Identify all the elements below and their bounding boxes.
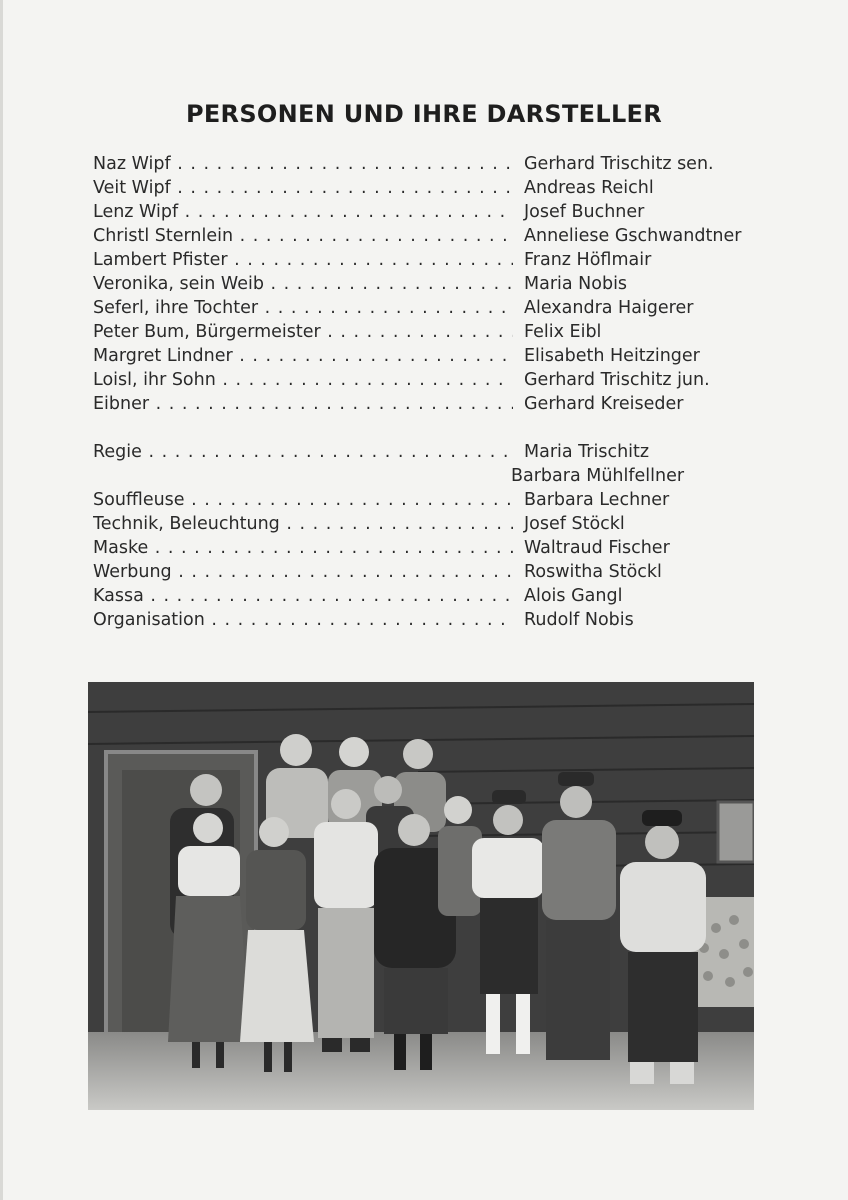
actor-name: Andreas Reichl	[524, 178, 654, 198]
actor-name: Gerhard Trischitz jun.	[524, 370, 710, 390]
role-name: Peter Bum, Bürgermeister . . .	[93, 320, 513, 344]
role-name: Kassa . . .	[93, 584, 513, 608]
role-name: Souffleuse . . .	[93, 488, 513, 512]
actor-name: Alois Gangl	[524, 586, 623, 606]
cast-row	[93, 176, 793, 200]
crew-row	[93, 488, 793, 512]
cast-row	[93, 296, 793, 320]
actor-name: Josef Stöckl	[524, 514, 625, 534]
role-name: Margret Lindner . . .	[93, 344, 513, 368]
actor-name: Franz Höflmair	[524, 250, 652, 270]
crew-row	[93, 536, 793, 560]
crew-row	[93, 584, 793, 608]
page-title: PERSONEN UND IHRE DARSTELLER	[185, 100, 663, 128]
role-name: Lambert Pfister . . .	[93, 248, 513, 272]
role-name: Eibner . . .	[93, 392, 513, 416]
actor-name: Waltraud Fischer	[524, 538, 670, 558]
role-name: Technik, Beleuchtung . . .	[93, 512, 513, 536]
cast-row	[93, 248, 793, 272]
crew-row	[93, 440, 793, 464]
crew-row	[93, 560, 793, 584]
role-name: Regie . . .	[93, 440, 513, 464]
cast-row	[93, 320, 793, 344]
crew-row	[93, 512, 793, 536]
actor-name: Maria Nobis	[524, 274, 628, 294]
role-name: Lenz Wipf . . .	[93, 200, 513, 224]
crew-row-continuation	[93, 464, 793, 488]
actor-name: Barbara Mühlfellner	[511, 466, 685, 486]
cast-row	[93, 200, 793, 224]
role-name: Christl Sternlein . . .	[93, 224, 513, 248]
cast-list	[93, 152, 793, 632]
group-photo-illustration	[88, 682, 754, 1110]
role-name: Veronika, sein Weib . . .	[93, 272, 513, 296]
cast-row	[93, 344, 793, 368]
cast-row	[93, 368, 793, 392]
section-gap	[93, 416, 793, 440]
role-name: Organisation . . .	[93, 608, 513, 632]
actor-name: Anneliese Gschwandtner	[524, 226, 742, 246]
actor-name: Felix Eibl	[524, 322, 602, 342]
actor-name: Josef Buchner	[524, 202, 645, 222]
cast-row	[93, 392, 793, 416]
role-name: Loisl, ihr Sohn . . .	[93, 368, 513, 392]
role-name: Werbung . . .	[93, 560, 513, 584]
role-name: Maske . . .	[93, 536, 513, 560]
actor-name: Maria Trischitz	[524, 442, 650, 462]
actor-name: Roswitha Stöckl	[524, 562, 662, 582]
actor-name: Elisabeth Heitzinger	[524, 346, 700, 366]
cast-row	[93, 152, 793, 176]
cast-row	[93, 224, 793, 248]
actor-name: Alexandra Haigerer	[524, 298, 694, 318]
role-name: Veit Wipf . . .	[93, 176, 513, 200]
role-name: Naz Wipf . . .	[93, 152, 513, 176]
actor-name: Rudolf Nobis	[524, 610, 634, 630]
actor-name: Gerhard Kreiseder	[524, 394, 684, 414]
actor-name: Barbara Lechner	[524, 490, 670, 510]
crew-row	[93, 608, 793, 632]
cast-row	[93, 272, 793, 296]
actor-name: Gerhard Trischitz sen.	[524, 154, 714, 174]
group-photo	[88, 682, 754, 1110]
role-name: Seferl, ihre Tochter . . .	[93, 296, 513, 320]
